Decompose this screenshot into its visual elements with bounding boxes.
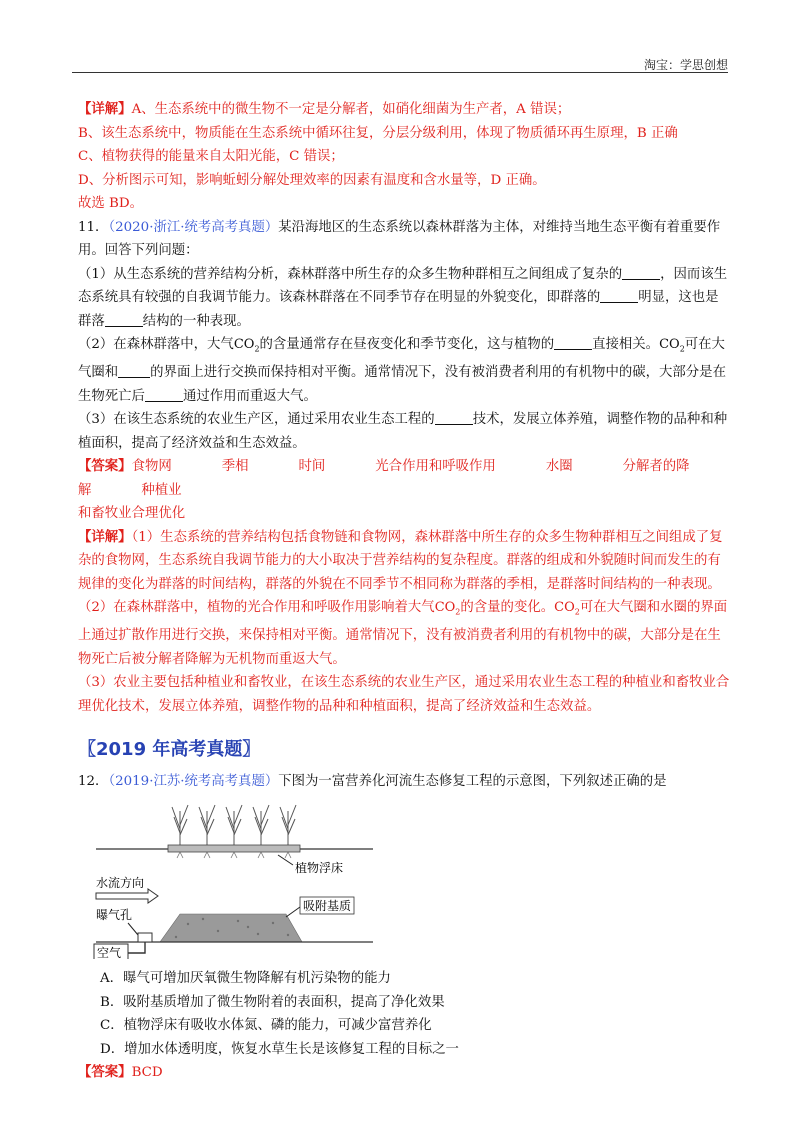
- label-air: 空气: [97, 946, 122, 960]
- detail-2-b: 的含量的变化。: [460, 600, 555, 616]
- answer-blank: [554, 334, 592, 350]
- q12-number: 12．: [78, 773, 109, 789]
- q11-part2-d: 可在大气圈和: [78, 337, 725, 381]
- answer-tag: 【答案】: [78, 458, 132, 475]
- detail-d: D、分析图示可知，影响蚯蚓分解处理效率的因素有温度和含水量等，D 正确。: [78, 172, 546, 188]
- detail-c: C、植物获得的能量来自太阳光能，C 错误；: [78, 149, 344, 164]
- answer-blank: [118, 362, 150, 378]
- label-flow-direction: 水流方向: [96, 876, 145, 891]
- label-substrate: 吸附基质: [303, 899, 352, 914]
- detail-b: B、该生态系统中，物质能在生态系统中循环往复，分层分级利用，体现了物质循环再生原理，B 正确: [78, 125, 678, 141]
- co2-formula: $CO_2$: [554, 600, 580, 617]
- q12-source: （2019·江苏·统考高考真题）: [108, 773, 279, 789]
- co2-formula: $CO_2$: [659, 337, 685, 354]
- detail-1: （1）生态系统的营养结构包括食物链和食物网，森林群落中所生存的众多生物种群相互之间组成了复杂的食物网，生态系统自我调节能力的大小取决于营养结构的复杂程度。群落的组成和外貌随时间而发生的有规律的变化为群落的时间结构，群落的外貌在不同季节不相同称为群落的季相，是群落时间结构的一种表现。: [78, 529, 723, 592]
- q11-part3-b: 技术，发展立体养殖，调整作物的品种和种植面积，提高了经济效益和生态效益。: [78, 412, 728, 451]
- detail-2-a: （2）在森林群落中，植物的光合作用和呼吸作用影响着大气: [78, 600, 435, 616]
- diagram-svg: [88, 799, 388, 959]
- q11-part2-c: 直接相关。: [592, 337, 660, 352]
- q12-answer: BCD: [131, 1065, 163, 1081]
- air-pipe-icon: [126, 942, 145, 953]
- q11-part1-d: 结构的一种表现。: [142, 313, 250, 329]
- q11-part2-e: 的界面上进行交换而保持相对平衡。通常情况下，没有被消费者利用的有机物中的碳，大部分是在生物死亡后: [78, 365, 726, 404]
- document-body: [78, 98, 730, 1085]
- plants-icon: [172, 805, 296, 849]
- floating-bed-icon: [168, 845, 300, 852]
- answer-tag: 【答案】: [78, 1064, 132, 1081]
- option-a: A．曝气可增加厌氧微生物降解有机污染物的能力: [100, 971, 391, 987]
- option-b: B．吸附基质增加了微生物附着的表面积，提高了净化效果: [100, 994, 445, 1010]
- q11-part1-a: （1）从生态系统的营养结构分析，森林群落中所生存的众多生物种群相互之间组成了复杂的: [78, 266, 623, 282]
- q11-detail: [78, 526, 730, 719]
- q11-part1-c: 明显，这也是群落: [78, 290, 719, 329]
- question-11: [78, 216, 730, 719]
- question-12: [78, 770, 730, 1085]
- q11-source: （2020·浙江·统考高考真题）: [108, 219, 279, 235]
- q12-stem: 下图为一富营养化河流生态修复工程的示意图，下列叙述正确的是: [278, 773, 667, 789]
- detail-2-c: 可在大气圈和水圈的界面上通过扩散作用进行交换，来保持相对平衡。通常情况下，没有被消费者利用的有机物中的碳，大部分是在生物死亡后被分解者降解为无机物而重返大气。: [78, 600, 728, 667]
- answer-blank: [600, 287, 638, 303]
- answer-blank: [435, 409, 473, 425]
- answer-item: 水圈: [545, 459, 573, 475]
- q11-part1-b: ，因而该生态系统具有较强的自我调节能力。该森林群落在不同季节存在明显的外貌变化，即群落的: [78, 266, 728, 305]
- answer-blank: [145, 386, 183, 402]
- detail-tag: 【详解】: [78, 101, 132, 117]
- detail-tag: 【详解】: [78, 528, 132, 545]
- q11-part2-a: （2）在森林群落中，大气: [78, 337, 234, 352]
- section-title: 〖2019 年高考真题〗: [78, 739, 261, 761]
- detail-a: A、生态系统中的微生物不一定是分解者，如硝化细菌为生产者，A 错误；: [131, 102, 571, 117]
- answer-item: 分解者的降解: [78, 459, 690, 498]
- answer-tail: 和畜牧业合理优化: [78, 506, 186, 522]
- co2-formula: $CO_2$: [434, 600, 461, 617]
- prev-detail: [78, 98, 730, 216]
- detail-3: （3）农业主要包括种植业和畜牧业，在该生态系统的农业生产区，通过采用农业生态工程的种植业和畜牧业合理优化技术，发展立体养殖，调整作物的品种和种植面积，提高了经济效益和生态效益。: [78, 675, 730, 714]
- q11-part2-b: 的含量通常存在昼夜变化和季节变化，这与植物的: [259, 337, 555, 352]
- answer-item: 种植业: [141, 482, 182, 498]
- q11-answer: [78, 455, 730, 526]
- label-floating-bed: 植物浮床: [295, 861, 344, 876]
- q11-part3-a: （3）在该生态系统的农业生产区，通过采用农业生态工程的: [78, 412, 435, 428]
- answer-item: 食物网: [131, 459, 172, 475]
- header-rule: [72, 72, 728, 73]
- aerator-icon: [138, 933, 152, 942]
- substrate-icon: [160, 914, 302, 942]
- answer-item: 光合作用和呼吸作用: [375, 459, 496, 475]
- answer-item: 时间: [298, 459, 326, 475]
- answer-item: 季相: [221, 459, 249, 475]
- option-c: C．植物浮床有吸收水体氮、磷的能力，可减少富营养化: [100, 1018, 432, 1034]
- detail-final: 故选 BD。: [78, 196, 144, 211]
- answer-blank: [622, 264, 660, 280]
- label-aeration-hole: 曝气孔: [96, 908, 133, 923]
- restoration-diagram: [88, 799, 388, 959]
- q11-number: 11．: [78, 219, 109, 235]
- q11-stem: 某沿海地区的生态系统以森林群落为主体，对维持当地生态平衡有着重要作用。回答下列问题：: [78, 219, 721, 258]
- answer-blank: [105, 311, 143, 327]
- q11-part2-f: 通过作用而重返大气。: [182, 388, 317, 404]
- flow-arrow-icon: [96, 889, 158, 903]
- page-header-brand: 淘宝：学思创想: [643, 58, 728, 72]
- option-d: D．增加水体透明度，恢复水草生长是该修复工程的目标之一: [100, 1041, 459, 1057]
- co2-formula: $CO_2$: [233, 337, 260, 354]
